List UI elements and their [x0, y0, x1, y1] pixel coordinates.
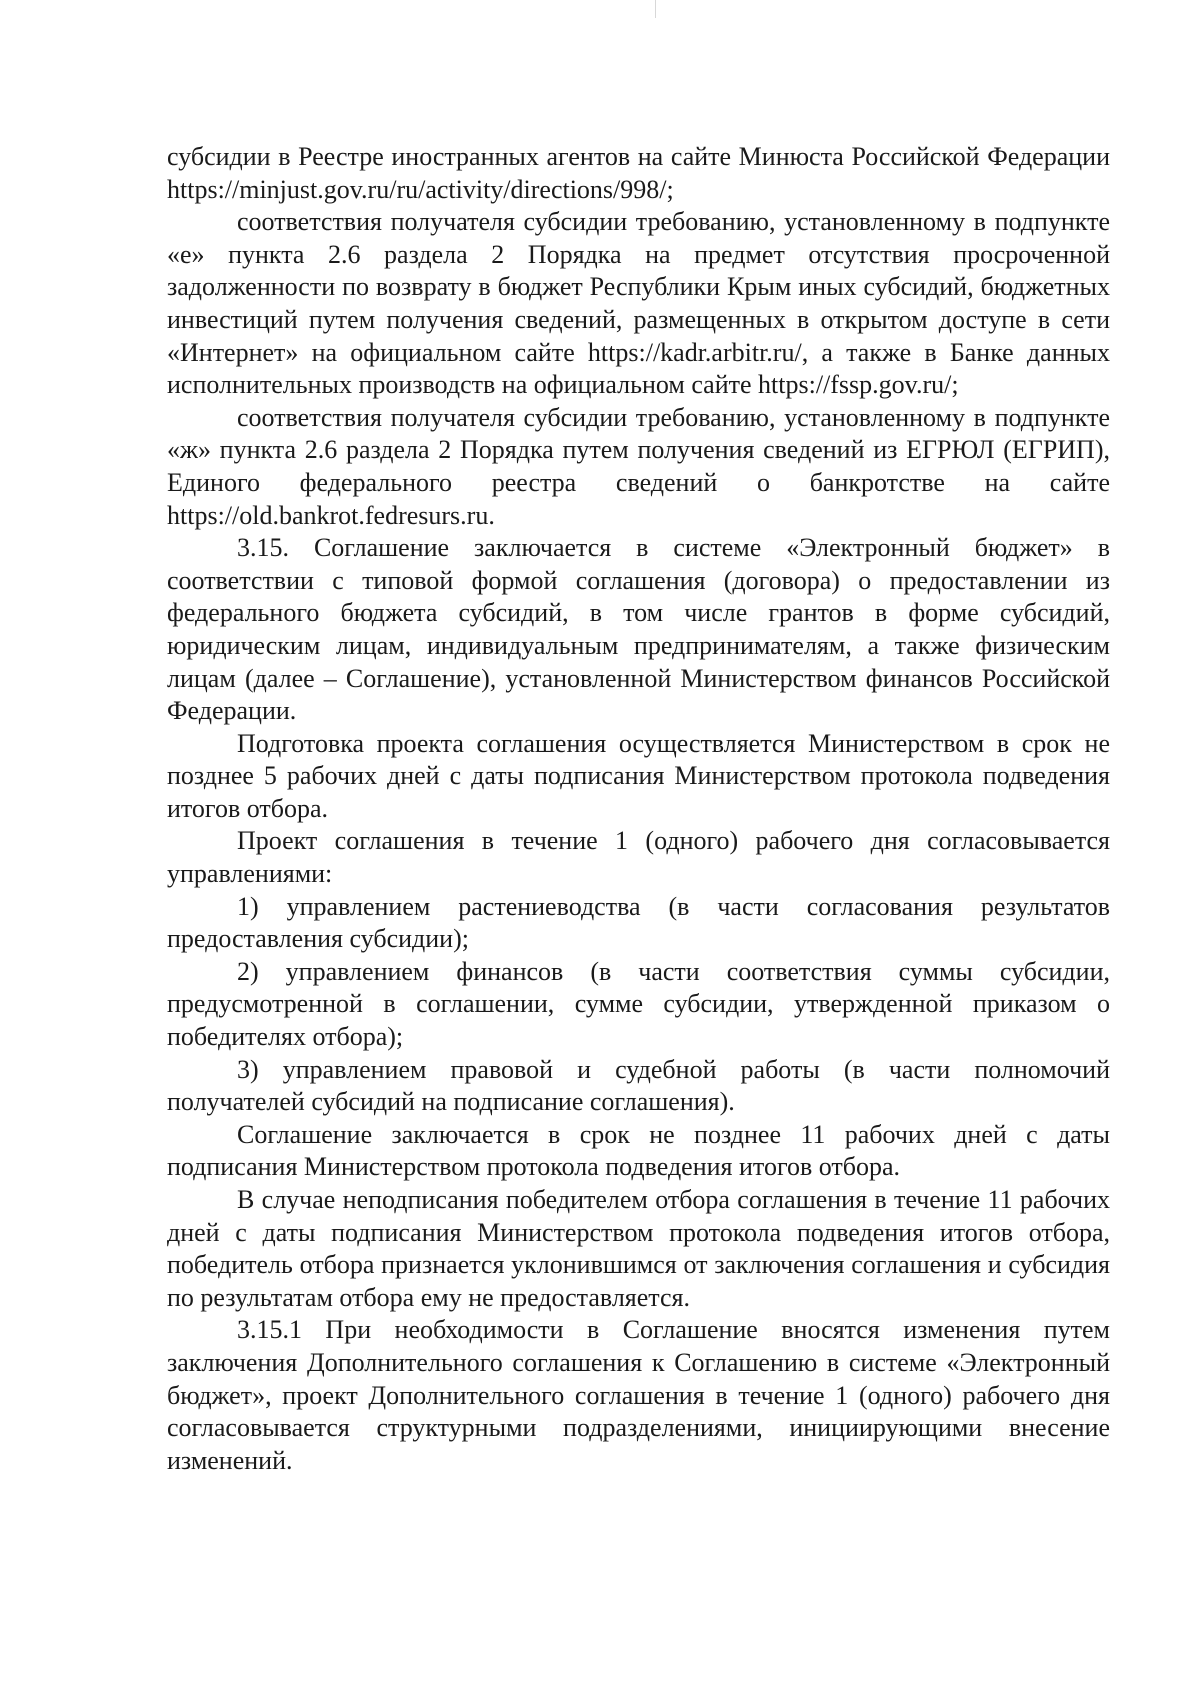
paragraph-8: 2) управлением финансов (в части соответствия суммы субсидии, предусмотренной в соглашении, сумме субсидии, утвержденной приказом о победителях отбора);	[167, 956, 1110, 1052]
paragraph-4: 3.15. Соглашение заключается в системе «Электронный бюджет» в соответствии с типовой формой соглашения (договора) о предоставлении из федерального бюджета субсидий, в том числе грантов в форме субсидий, юридическим лицам, индивидуальным предпринимателям, а также физическим лицам (далее – Соглашение), установленной Министерством финансов Российской Федерации.	[167, 533, 1110, 726]
paragraph-10: Соглашение заключается в срок не позднее 11 рабочих дней с даты подписания Министерством протокола подведения итогов отбора.	[167, 1119, 1110, 1182]
paragraph-3: соответствия получателя субсидии требованию, установленному в подпункте «ж» пункта 2.6 раздела 2 Порядка путем получения сведений из ЕГРЮЛ (ЕГРИП), Единого федерального реестра сведений о банкротстве на сайте https://old.bankrot.fedresurs.ru.	[167, 402, 1110, 530]
paragraph-6: Проект соглашения в течение 1 (одного) рабочего дня согласовывается управлениями:	[167, 826, 1110, 889]
paragraph-5: Подготовка проекта соглашения осуществляется Министерством в срок не позднее 5 рабочих дней с даты подписания Министерством протокола подведения итогов отбора.	[167, 728, 1110, 823]
document-body	[167, 141, 1110, 1477]
paragraph-2: соответствия получателя субсидии требованию, установленному в подпункте «е» пункта 2.6 раздела 2 Порядка на предмет отсутствия просроченной задолженности по возврату в бюджет Республики Крым иных субсидий, бюджетных инвестиций путем получения сведений, размещенных в открытом доступе в сети «Интернет» на официальном сайте https://kadr.arbitr.ru/, а также в Банке данных исполнительных производств на официальном сайте https://fssp.gov.ru/;	[167, 207, 1110, 400]
paragraph-7: 1) управлением растениеводства (в части согласования результатов предоставления субсидии);	[167, 891, 1110, 954]
paragraph-12: 3.15.1 При необходимости в Соглашение вносятся изменения путем заключения Дополнительного соглашения к Соглашению в системе «Электронный бюджет», проект Дополнительного соглашения в течение 1 (одного) рабочего дня согласовывается структурными подразделениями, инициирующими внесение изменений.	[167, 1315, 1110, 1475]
paragraph-9: 3) управлением правовой и судебной работы (в части полномочий получателей субсидий на подписание соглашения).	[167, 1054, 1110, 1117]
scan-artifact-line	[655, 0, 656, 18]
paragraph-11: В случае неподписания победителем отбора соглашения в течение 11 рабочих дней с даты подписания Министерством протокола подведения итогов отбора, победитель отбора признается уклонившимся от заключения соглашения и субсидия по результатам отбора ему не предоставляется.	[167, 1185, 1110, 1312]
paragraph-1: субсидии в Реестре иностранных агентов на сайте Минюста Российской Федерации https://minjust.gov.ru/ru/activity/directions/998/;	[167, 142, 1110, 204]
